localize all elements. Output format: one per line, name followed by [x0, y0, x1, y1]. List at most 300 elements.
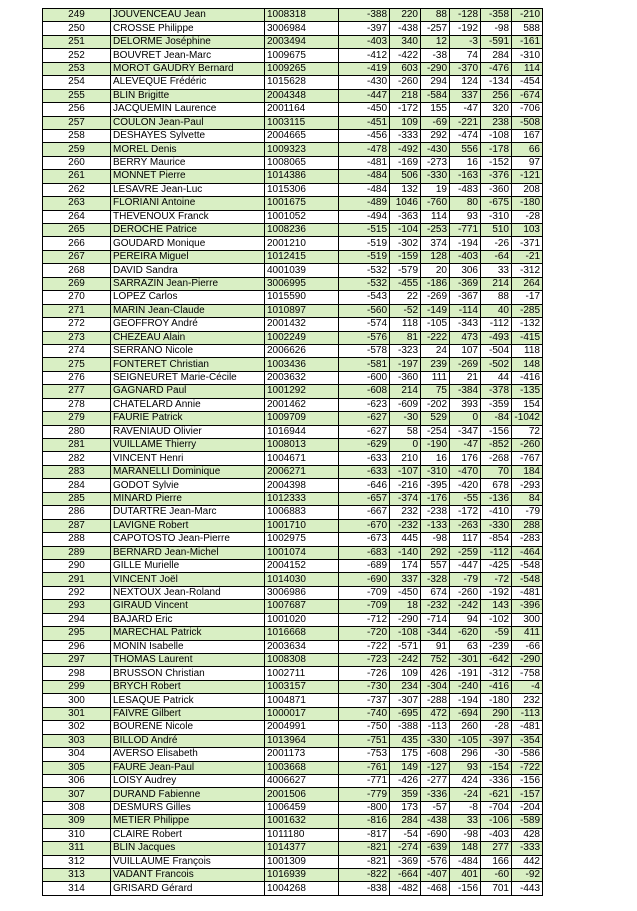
score1-cell: -369: [390, 855, 421, 868]
score1-cell: -172: [390, 103, 421, 116]
score1-cell: -426: [390, 774, 421, 787]
score4-cell: -108: [481, 129, 512, 142]
score3-cell: -694: [450, 707, 481, 720]
table-row: [43, 344, 543, 357]
name-cell: BAJARD Eric: [111, 613, 265, 626]
score4-cell: 88: [481, 291, 512, 304]
score1-cell: 359: [390, 788, 421, 801]
score3-cell: -263: [450, 519, 481, 532]
table-row: [43, 654, 543, 667]
score1-cell: -455: [390, 277, 421, 290]
license-cell: 1008065: [265, 156, 339, 169]
score3-cell: 16: [450, 156, 481, 169]
total-cell: -720: [339, 627, 390, 640]
score3-cell: -242: [450, 600, 481, 613]
score5-cell: -706: [512, 103, 543, 116]
name-cell: SEIGNEURET Marie-Cécile: [111, 371, 265, 384]
total-cell: -740: [339, 707, 390, 720]
rank-cell: 253: [43, 62, 111, 75]
score3-cell: 21: [450, 371, 481, 384]
name-cell: FAURE Jean-Paul: [111, 761, 265, 774]
score2-cell: -430: [421, 143, 450, 156]
score4-cell: -26: [481, 237, 512, 250]
table-row: [43, 237, 543, 250]
rank-cell: 294: [43, 613, 111, 626]
score2-cell: -257: [421, 22, 450, 35]
score1-cell: -30: [390, 412, 421, 425]
score4-cell: -336: [481, 774, 512, 787]
license-cell: 1009709: [265, 412, 339, 425]
total-cell: -608: [339, 385, 390, 398]
total-cell: -519: [339, 237, 390, 250]
score5-cell: -21: [512, 250, 543, 263]
score5-cell: -454: [512, 76, 543, 89]
score2-cell: 239: [421, 358, 450, 371]
score3-cell: 424: [450, 774, 481, 787]
score4-cell: 44: [481, 371, 512, 384]
score5-cell: -758: [512, 667, 543, 680]
score4-cell: -178: [481, 143, 512, 156]
score4-cell: 40: [481, 304, 512, 317]
score2-cell: 674: [421, 586, 450, 599]
name-cell: RAVENIAUD Olivier: [111, 425, 265, 438]
score5-cell: -722: [512, 761, 543, 774]
score5-cell: 208: [512, 183, 543, 196]
score5-cell: 66: [512, 143, 543, 156]
total-cell: -723: [339, 654, 390, 667]
score5-cell: -333: [512, 842, 543, 855]
table-row: [43, 412, 543, 425]
score5-cell: -92: [512, 869, 543, 882]
score1-cell: 445: [390, 533, 421, 546]
score1-cell: -107: [390, 465, 421, 478]
score3-cell: -163: [450, 170, 481, 183]
name-cell: BRYCH Robert: [111, 680, 265, 693]
score2-cell: -344: [421, 627, 450, 640]
score3-cell: -484: [450, 855, 481, 868]
rank-cell: 296: [43, 640, 111, 653]
total-cell: -667: [339, 506, 390, 519]
name-cell: BOURENE Nicole: [111, 721, 265, 734]
total-cell: -403: [339, 35, 390, 48]
score4-cell: -360: [481, 183, 512, 196]
total-cell: -481: [339, 156, 390, 169]
license-cell: 4001039: [265, 264, 339, 277]
total-cell: -690: [339, 573, 390, 586]
score1-cell: -242: [390, 654, 421, 667]
score1-cell: -360: [390, 371, 421, 384]
score3-cell: -79: [450, 573, 481, 586]
score2-cell: -69: [421, 116, 450, 129]
score3-cell: -24: [450, 788, 481, 801]
rank-cell: 272: [43, 318, 111, 331]
rank-cell: 305: [43, 761, 111, 774]
score4-cell: -403: [481, 828, 512, 841]
rank-cell: 301: [43, 707, 111, 720]
license-cell: 1010897: [265, 304, 339, 317]
score1-cell: 81: [390, 331, 421, 344]
rank-cell: 313: [43, 869, 111, 882]
score5-cell: 232: [512, 694, 543, 707]
total-cell: -683: [339, 546, 390, 559]
score2-cell: -407: [421, 869, 450, 882]
rank-cell: 282: [43, 452, 111, 465]
total-cell: -430: [339, 76, 390, 89]
total-cell: -397: [339, 22, 390, 35]
name-cell: GIRAUD Vincent: [111, 600, 265, 613]
total-cell: -816: [339, 815, 390, 828]
score4-cell: -112: [481, 546, 512, 559]
score5-cell: -283: [512, 533, 543, 546]
rank-cell: 299: [43, 680, 111, 693]
score3-cell: -240: [450, 680, 481, 693]
score3-cell: -369: [450, 277, 481, 290]
score2-cell: 75: [421, 385, 450, 398]
score2-cell: -57: [421, 801, 450, 814]
score4-cell: -64: [481, 250, 512, 263]
license-cell: 1009323: [265, 143, 339, 156]
rank-cell: 292: [43, 586, 111, 599]
rank-cell: 314: [43, 882, 111, 895]
score4-cell: -154: [481, 761, 512, 774]
score3-cell: 401: [450, 869, 481, 882]
rank-cell: 274: [43, 344, 111, 357]
rank-cell: 307: [43, 788, 111, 801]
score1-cell: 1046: [390, 197, 421, 210]
score1-cell: -333: [390, 129, 421, 142]
rank-cell: 300: [43, 694, 111, 707]
score1-cell: 109: [390, 667, 421, 680]
table-row: [43, 439, 543, 452]
table-row: [43, 828, 543, 841]
rank-cell: 291: [43, 573, 111, 586]
score2-cell: -438: [421, 815, 450, 828]
license-cell: 2004398: [265, 479, 339, 492]
table-row: [43, 855, 543, 868]
score5-cell: 300: [512, 613, 543, 626]
name-cell: LOPEZ Carlos: [111, 291, 265, 304]
score4-cell: -28: [481, 721, 512, 734]
score2-cell: 155: [421, 103, 450, 116]
table-row: [43, 76, 543, 89]
score1-cell: 173: [390, 801, 421, 814]
table-row: [43, 89, 543, 102]
rank-cell: 279: [43, 412, 111, 425]
score3-cell: -470: [450, 465, 481, 478]
name-cell: CROSSE Philippe: [111, 22, 265, 35]
total-cell: -450: [339, 103, 390, 116]
score1-cell: 337: [390, 573, 421, 586]
table-row: [43, 774, 543, 787]
score2-cell: -38: [421, 49, 450, 62]
license-cell: 2006271: [265, 465, 339, 478]
score2-cell: -690: [421, 828, 450, 841]
score4-cell: 277: [481, 842, 512, 855]
total-cell: -709: [339, 600, 390, 613]
score1-cell: -450: [390, 586, 421, 599]
score2-cell: -269: [421, 291, 450, 304]
license-cell: 1001074: [265, 546, 339, 559]
score1-cell: -323: [390, 344, 421, 357]
score5-cell: -548: [512, 559, 543, 572]
score5-cell: -66: [512, 640, 543, 653]
score5-cell: -312: [512, 264, 543, 277]
license-cell: 1016944: [265, 425, 339, 438]
score4-cell: -98: [481, 22, 512, 35]
score1-cell: -52: [390, 304, 421, 317]
score4-cell: -502: [481, 358, 512, 371]
score5-cell: -415: [512, 331, 543, 344]
score1-cell: 18: [390, 600, 421, 613]
name-cell: CHATELARD Annie: [111, 398, 265, 411]
table-row: [43, 425, 543, 438]
name-cell: VINCENT Joël: [111, 573, 265, 586]
rank-cell: 283: [43, 465, 111, 478]
score2-cell: 529: [421, 412, 450, 425]
rank-cell: 312: [43, 855, 111, 868]
score3-cell: -403: [450, 250, 481, 263]
score3-cell: -771: [450, 224, 481, 237]
score5-cell: -310: [512, 49, 543, 62]
score4-cell: -268: [481, 452, 512, 465]
score4-cell: -416: [481, 680, 512, 693]
score1-cell: 118: [390, 318, 421, 331]
name-cell: ALEVEQUE Frédéric: [111, 76, 265, 89]
score2-cell: -639: [421, 842, 450, 855]
score4-cell: 214: [481, 277, 512, 290]
name-cell: DELORME Joséphine: [111, 35, 265, 48]
total-cell: -673: [339, 533, 390, 546]
score1-cell: 0: [390, 439, 421, 452]
score4-cell: -675: [481, 197, 512, 210]
score1-cell: 603: [390, 62, 421, 75]
score2-cell: -576: [421, 855, 450, 868]
score3-cell: 124: [450, 76, 481, 89]
score2-cell: -395: [421, 479, 450, 492]
license-cell: 3006986: [265, 586, 339, 599]
total-cell: -515: [339, 224, 390, 237]
license-cell: 1001020: [265, 613, 339, 626]
license-cell: 1001292: [265, 385, 339, 398]
license-cell: 2004991: [265, 721, 339, 734]
score4-cell: -359: [481, 398, 512, 411]
score5-cell: -161: [512, 35, 543, 48]
name-cell: GRISARD Gérard: [111, 882, 265, 895]
score3-cell: -620: [450, 627, 481, 640]
total-cell: -623: [339, 398, 390, 411]
score3-cell: 74: [450, 49, 481, 62]
score1-cell: 218: [390, 89, 421, 102]
license-cell: 1003436: [265, 358, 339, 371]
license-cell: 1015628: [265, 76, 339, 89]
name-cell: DURAND Fabienne: [111, 788, 265, 801]
name-cell: GILLE Murielle: [111, 559, 265, 572]
score5-cell: -767: [512, 452, 543, 465]
score5-cell: -156: [512, 774, 543, 787]
score3-cell: 33: [450, 815, 481, 828]
total-cell: -817: [339, 828, 390, 841]
rank-cell: 254: [43, 76, 111, 89]
score2-cell: -127: [421, 761, 450, 774]
table-row: [43, 842, 543, 855]
rank-cell: 276: [43, 371, 111, 384]
score3-cell: 0: [450, 412, 481, 425]
score2-cell: -304: [421, 680, 450, 693]
table-row: [43, 358, 543, 371]
rank-cell: 275: [43, 358, 111, 371]
table-row: [43, 277, 543, 290]
score1-cell: 340: [390, 35, 421, 48]
license-cell: 1012333: [265, 492, 339, 505]
score1-cell: -307: [390, 694, 421, 707]
score5-cell: 167: [512, 129, 543, 142]
rank-cell: 252: [43, 49, 111, 62]
name-cell: GOUDARD Monique: [111, 237, 265, 250]
score3-cell: 94: [450, 613, 481, 626]
total-cell: -627: [339, 425, 390, 438]
table-row: [43, 640, 543, 653]
name-cell: DAVID Sandra: [111, 264, 265, 277]
score3-cell: 93: [450, 210, 481, 223]
total-cell: -670: [339, 519, 390, 532]
score1-cell: -260: [390, 76, 421, 89]
total-cell: -629: [339, 439, 390, 452]
score3-cell: -483: [450, 183, 481, 196]
license-cell: 2001173: [265, 748, 339, 761]
table-row: [43, 627, 543, 640]
license-cell: 1000017: [265, 707, 339, 720]
score2-cell: 294: [421, 76, 450, 89]
license-cell: 1007687: [265, 600, 339, 613]
score1-cell: -363: [390, 210, 421, 223]
rank-cell: 262: [43, 183, 111, 196]
score3-cell: 296: [450, 748, 481, 761]
rank-cell: 265: [43, 224, 111, 237]
score3-cell: 117: [450, 533, 481, 546]
table-row: [43, 210, 543, 223]
score1-cell: -302: [390, 237, 421, 250]
name-cell: BILLOD André: [111, 734, 265, 747]
score2-cell: -190: [421, 439, 450, 452]
total-cell: -451: [339, 116, 390, 129]
table-row: [43, 264, 543, 277]
score4-cell: -376: [481, 170, 512, 183]
score5-cell: -285: [512, 304, 543, 317]
table-row: [43, 9, 543, 22]
name-cell: NEXTOUX Jean-Roland: [111, 586, 265, 599]
ranking-table-body: [43, 9, 543, 896]
score1-cell: -579: [390, 264, 421, 277]
name-cell: VADANT Francois: [111, 869, 265, 882]
table-row: [43, 869, 543, 882]
score4-cell: -504: [481, 344, 512, 357]
score5-cell: -464: [512, 546, 543, 559]
score5-cell: -396: [512, 600, 543, 613]
score5-cell: -135: [512, 385, 543, 398]
score4-cell: 70: [481, 465, 512, 478]
total-cell: -494: [339, 210, 390, 223]
total-cell: -761: [339, 761, 390, 774]
score1-cell: 506: [390, 170, 421, 183]
name-cell: GEOFFROY André: [111, 318, 265, 331]
name-cell: CLAIRE Robert: [111, 828, 265, 841]
table-row: [43, 492, 543, 505]
license-cell: 2004665: [265, 129, 339, 142]
license-cell: 1012415: [265, 250, 339, 263]
license-cell: 3006984: [265, 22, 339, 35]
rank-cell: 302: [43, 721, 111, 734]
score3-cell: -194: [450, 237, 481, 250]
score1-cell: 435: [390, 734, 421, 747]
rank-cell: 257: [43, 116, 111, 129]
total-cell: -633: [339, 452, 390, 465]
score1-cell: 58: [390, 425, 421, 438]
name-cell: COULON Jean-Paul: [111, 116, 265, 129]
score2-cell: 128: [421, 250, 450, 263]
rank-cell: 259: [43, 143, 111, 156]
total-cell: -484: [339, 170, 390, 183]
score2-cell: 19: [421, 183, 450, 196]
score2-cell: 114: [421, 210, 450, 223]
table-row: [43, 156, 543, 169]
name-cell: MOREL Denis: [111, 143, 265, 156]
score4-cell: -106: [481, 815, 512, 828]
score3-cell: 148: [450, 842, 481, 855]
total-cell: -771: [339, 774, 390, 787]
total-cell: -838: [339, 882, 390, 895]
name-cell: LESAVRE Jean-Luc: [111, 183, 265, 196]
rank-cell: 249: [43, 9, 111, 22]
table-row: [43, 143, 543, 156]
rank-cell: 309: [43, 815, 111, 828]
total-cell: -753: [339, 748, 390, 761]
license-cell: 2001506: [265, 788, 339, 801]
score1-cell: 22: [390, 291, 421, 304]
table-row: [43, 250, 543, 263]
license-cell: 2001432: [265, 318, 339, 331]
table-row: [43, 22, 543, 35]
score2-cell: 426: [421, 667, 450, 680]
score2-cell: -253: [421, 224, 450, 237]
score2-cell: 472: [421, 707, 450, 720]
score4-cell: 678: [481, 479, 512, 492]
name-cell: VINCENT Henri: [111, 452, 265, 465]
score2-cell: -202: [421, 398, 450, 411]
score2-cell: -290: [421, 62, 450, 75]
score4-cell: -852: [481, 439, 512, 452]
table-row: [43, 546, 543, 559]
name-cell: JACQUEMIN Laurence: [111, 103, 265, 116]
name-cell: BLIN Brigitte: [111, 89, 265, 102]
name-cell: FLORIANI Antoine: [111, 197, 265, 210]
table-row: [43, 882, 543, 895]
table-row: [43, 707, 543, 720]
score5-cell: -180: [512, 197, 543, 210]
name-cell: MONIN Isabelle: [111, 640, 265, 653]
license-cell: 1015306: [265, 183, 339, 196]
total-cell: -633: [339, 465, 390, 478]
ranking-table: [42, 8, 543, 896]
total-cell: -627: [339, 412, 390, 425]
rank-cell: 295: [43, 627, 111, 640]
score4-cell: -156: [481, 425, 512, 438]
license-cell: 1008013: [265, 439, 339, 452]
score4-cell: -330: [481, 519, 512, 532]
score1-cell: 175: [390, 748, 421, 761]
total-cell: -574: [339, 318, 390, 331]
score3-cell: 176: [450, 452, 481, 465]
score5-cell: 411: [512, 627, 543, 640]
